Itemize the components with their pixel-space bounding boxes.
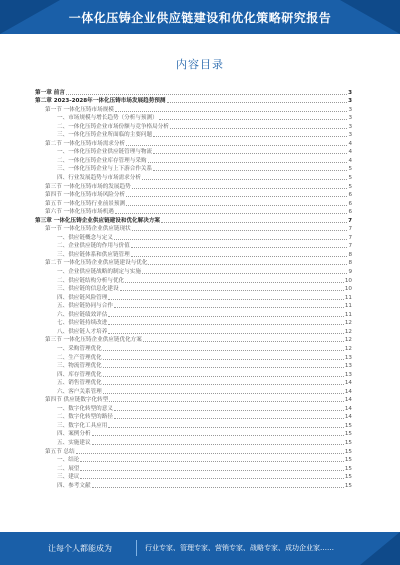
toc-leader-dots (132, 188, 348, 189)
toc-entry-title: 二、企业供应链的作用与价值 (57, 243, 130, 250)
toc-leader-dots (148, 162, 348, 163)
toc-entry-page: 12 (344, 345, 352, 352)
toc-leader-dots (153, 170, 347, 171)
toc-leader-dots (80, 461, 343, 462)
toc-entry[interactable] (35, 293, 352, 302)
toc-leader-dots (126, 205, 347, 206)
toc-entry[interactable] (35, 88, 352, 97)
toc-entry[interactable] (35, 456, 352, 465)
toc-entry-page: 15 (344, 422, 352, 429)
toc-entry[interactable] (35, 233, 352, 242)
toc-entry[interactable] (35, 173, 352, 182)
toc-entry-page: 6 (348, 200, 352, 207)
toc-entry[interactable] (35, 404, 352, 413)
toc-entry-title: 五、销售管理优化 (57, 380, 102, 387)
toc-entry-page: 10 (344, 277, 352, 284)
toc-entry[interactable] (35, 447, 352, 456)
toc-entry[interactable] (35, 344, 352, 353)
toc-leader-dots (80, 478, 343, 479)
toc-entry-page: 14 (344, 405, 352, 412)
toc-entry-title: 第一章 前言 (35, 89, 65, 96)
toc-entry[interactable] (35, 165, 352, 174)
toc-entry-page: 6 (348, 209, 352, 216)
toc-entry-page: 8 (348, 251, 352, 258)
toc-entry[interactable] (35, 199, 352, 208)
toc-entry-page: 3 (348, 89, 352, 96)
toc-entry-page: 15 (344, 439, 352, 446)
toc-leader-dots (126, 145, 347, 146)
toc-entry[interactable] (35, 148, 352, 157)
toc-entry-title: 第六节 一体化压铸市场机遇 (45, 209, 114, 216)
toc-leader-dots (66, 94, 347, 95)
toc-entry-title: 第三节 一体化压铸企业供应链优化方案 (45, 337, 142, 344)
toc-entry-title: 一、一体化压铸企业供应链管理与物流 (57, 149, 153, 156)
toc-entry-title: 三、一体化压铸企业所面临的主要问题 (57, 132, 153, 139)
report-title: 一体化压铸企业供应链建设和优化策略研究报告 (68, 11, 332, 25)
toc-leader-dots (108, 299, 344, 300)
toc-entry-page: 14 (344, 397, 352, 404)
toc-leader-dots (159, 119, 348, 120)
toc-entry-page: 9 (348, 269, 352, 276)
toc-entry-title: 第四节 一体化压铸市场风险分析 (45, 192, 126, 199)
footer-roles: 行业专家、管理专家、营销专家、战略专家、成功企业家…… (145, 544, 334, 552)
toc-entry-page: 11 (344, 303, 352, 310)
toc-entry-page: 14 (344, 414, 352, 421)
toc-entry-page: 10 (344, 286, 352, 293)
toc-entry-page: 4 (348, 157, 352, 164)
toc-entry-title: 三、供应链的信息化建设 (57, 286, 119, 293)
toc-entry-page: 11 (344, 311, 352, 318)
toc-entry[interactable] (35, 387, 352, 396)
toc-entry[interactable] (35, 182, 352, 191)
toc-leader-dots (108, 324, 344, 325)
toc-leader-dots (153, 153, 347, 154)
toc-entry[interactable] (35, 473, 352, 482)
toc-leader-dots (167, 102, 348, 103)
toc-entry-title: 七、供应链持续改进 (57, 320, 108, 327)
toc-entry[interactable] (35, 370, 352, 379)
toc-leader-dots (114, 307, 344, 308)
footer-right-accent (360, 532, 400, 565)
toc-entry[interactable] (35, 379, 352, 388)
toc-entry-title: 三、一体化压铸企业与上下游合作关系 (57, 166, 153, 173)
toc-entry-title: 二、数字化转型的路径 (57, 414, 113, 421)
toc-entry-title: 第一节 一体化压铸市场规模 (45, 106, 114, 113)
toc-entry-title: 第三节 一体化压铸市场的发展趋势 (45, 183, 131, 190)
toc-entry[interactable] (35, 421, 352, 430)
toc-leader-dots (161, 222, 347, 223)
toc-entry-title: 六、供应链绩效评估 (57, 311, 108, 318)
toc-entry-title: 四、参考文献 (57, 482, 91, 489)
toc-entry[interactable] (35, 430, 352, 439)
toc-entry-title: 四、行业发展趋势与市场需求分析 (57, 175, 141, 182)
toc-entry-page: 3 (348, 123, 352, 130)
toc-entry-page: 5 (348, 175, 352, 182)
toc-entry-title: 一、企业供应链战略的制定与实施 (57, 269, 141, 276)
page-header (0, 0, 400, 34)
toc-entry[interactable] (35, 267, 352, 276)
toc-leader-dots (143, 341, 344, 342)
toc-entry-page: 14 (344, 388, 352, 395)
toc-leader-dots (153, 136, 347, 137)
toc-entry[interactable] (35, 259, 352, 268)
toc-leader-dots (114, 410, 344, 411)
toc-leader-dots (103, 376, 344, 377)
toc-leader-dots (108, 333, 344, 334)
table-of-contents (35, 88, 352, 490)
toc-entry-title: 四、库存管理优化 (57, 371, 102, 378)
toc-entry-page: 12 (344, 337, 352, 344)
toc-entry-page: 15 (344, 474, 352, 481)
toc-entry[interactable] (35, 362, 352, 371)
toc-entry-title: 二、一体化压铸企业库存管理与采购 (57, 157, 147, 164)
toc-leader-dots (103, 359, 344, 360)
toc-entry[interactable] (35, 122, 352, 131)
toc-entry-page: 7 (348, 243, 352, 250)
toc-entry[interactable] (35, 139, 352, 148)
toc-entry-page: 3 (348, 106, 352, 113)
toc-entry-title: 二、展望 (57, 465, 80, 472)
footer-slogan: 让每个人都能成为 (48, 544, 112, 553)
toc-entry[interactable] (35, 336, 352, 345)
toc-leader-dots (120, 290, 344, 291)
toc-entry-title: 五、实施建议 (57, 439, 91, 446)
toc-entry-page: 7 (348, 234, 352, 241)
toc-entry[interactable] (35, 413, 352, 422)
toc-entry-page: 3 (348, 115, 352, 122)
toc-heading: 内容目录 (176, 58, 224, 71)
toc-entry-title: 三、建议 (57, 474, 80, 481)
toc-entry-title: 一、数字化转型的意义 (57, 405, 113, 412)
toc-entry-page: 3 (348, 132, 352, 139)
toc-entry-page: 14 (344, 380, 352, 387)
toc-entry-title: 三、数字化工具应用 (57, 422, 108, 429)
toc-entry-title: 第二节 一体化压铸企业供应链建设与优化 (45, 260, 148, 267)
toc-entry-title: 第一节 一体化压铸企业供应链现状 (45, 226, 131, 233)
toc-entry[interactable] (35, 276, 352, 285)
toc-entry-page: 8 (348, 260, 352, 267)
toc-leader-dots (125, 282, 344, 283)
toc-leader-dots (114, 239, 347, 240)
toc-entry[interactable] (35, 285, 352, 294)
toc-entry-title: 二、供应链结构分析与优化 (57, 277, 125, 284)
toc-entry[interactable] (35, 438, 352, 447)
toc-entry-title: 一、结论 (57, 457, 80, 464)
toc-entry[interactable] (35, 131, 352, 140)
page-footer (0, 532, 400, 565)
toc-entry-title: 第四节 供应链数字化转型 (45, 397, 109, 404)
toc-entry-page: 13 (344, 371, 352, 378)
toc-leader-dots (170, 128, 348, 129)
toc-entry-page: 13 (344, 363, 352, 370)
toc-entry-page: 12 (344, 328, 352, 335)
toc-entry-title: 四、案例分析 (57, 431, 91, 438)
toc-entry-page: 12 (344, 320, 352, 327)
toc-entry[interactable] (35, 481, 352, 490)
toc-leader-dots (131, 256, 348, 257)
toc-entry-page: 15 (344, 482, 352, 489)
toc-entry-page: 3 (348, 98, 352, 105)
toc-entry-title: 二、生产管理优化 (57, 354, 102, 361)
toc-leader-dots (148, 264, 347, 265)
toc-entry[interactable] (35, 319, 352, 328)
toc-entry-title: 一、市场规模与增长趋势（分析与预测） (57, 115, 158, 122)
toc-leader-dots (92, 487, 344, 488)
toc-leader-dots (108, 316, 344, 317)
toc-entry-title: 二、一体化压铸企业市场份额与竞争格局分析 (57, 123, 169, 130)
toc-entry[interactable] (35, 250, 352, 259)
toc-entry[interactable] (35, 114, 352, 123)
toc-entry[interactable] (35, 156, 352, 165)
toc-leader-dots (92, 444, 344, 445)
toc-leader-dots (114, 418, 344, 419)
toc-entry-title: 一、供应链概念与定义 (57, 234, 113, 241)
toc-entry[interactable] (35, 191, 352, 200)
toc-entry-page: 15 (344, 431, 352, 438)
toc-entry-title: 三、物流管理优化 (57, 363, 102, 370)
toc-entry-title: 一、采购管理优化 (57, 345, 102, 352)
toc-entry[interactable] (35, 396, 352, 405)
toc-entry-page: 6 (348, 192, 352, 199)
toc-entry-page: 15 (344, 465, 352, 472)
toc-leader-dots (126, 196, 347, 197)
toc-entry[interactable] (35, 105, 352, 114)
toc-entry[interactable] (35, 302, 352, 311)
toc-leader-dots (115, 213, 348, 214)
toc-entry-title: 三、供应链体系和供应链管理 (57, 251, 130, 258)
toc-entry-page: 7 (348, 217, 352, 224)
toc-entry-title: 八、供应链人才培养 (57, 328, 108, 335)
toc-leader-dots (142, 179, 348, 180)
toc-entry-page: 13 (344, 354, 352, 361)
toc-leader-dots (131, 247, 348, 248)
toc-entry-title: 第二章 2023-2028年一体化压铸市场发展趋势预测 (35, 98, 166, 105)
toc-entry[interactable] (35, 97, 352, 106)
toc-entry[interactable] (35, 216, 352, 225)
toc-leader-dots (103, 350, 344, 351)
toc-leader-dots (103, 384, 344, 385)
toc-entry-title: 第三章 一体化压铸企业供应链建设和优化解决方案 (35, 217, 161, 224)
toc-entry[interactable] (35, 310, 352, 319)
toc-entry-page: 11 (344, 294, 352, 301)
toc-leader-dots (103, 393, 344, 394)
footer-divider (136, 540, 137, 556)
toc-entry-page: 5 (348, 183, 352, 190)
toc-entry-title: 第五节 总结 (45, 448, 75, 455)
toc-entry-page: 5 (348, 166, 352, 173)
toc-entry-title: 第二节 一体化压铸市场需求分析 (45, 140, 126, 147)
toc-leader-dots (115, 111, 348, 112)
toc-leader-dots (109, 401, 344, 402)
toc-entry-page: 15 (344, 448, 352, 455)
toc-entry-page: 4 (348, 149, 352, 156)
toc-leader-dots (108, 427, 344, 428)
toc-entry-title: 四、供应链风险管理 (57, 294, 108, 301)
toc-entry[interactable] (35, 327, 352, 336)
toc-entry[interactable] (35, 208, 352, 217)
toc-leader-dots (92, 435, 344, 436)
toc-entry-page: 4 (348, 140, 352, 147)
toc-leader-dots (76, 453, 344, 454)
toc-entry[interactable] (35, 353, 352, 362)
toc-entry-title: 第五节 一体化压铸行业前景预测 (45, 200, 126, 207)
toc-entry-page: 7 (348, 226, 352, 233)
toc-entry-page: 15 (344, 457, 352, 464)
toc-leader-dots (132, 230, 348, 231)
toc-entry[interactable] (35, 225, 352, 234)
toc-leader-dots (80, 470, 343, 471)
toc-leader-dots (103, 367, 344, 368)
toc-leader-dots (142, 273, 348, 274)
toc-entry-title: 五、供应链协同与合作 (57, 303, 113, 310)
toc-entry[interactable] (35, 464, 352, 473)
toc-entry-title: 六、客户关系管理 (57, 388, 102, 395)
toc-entry[interactable] (35, 242, 352, 251)
